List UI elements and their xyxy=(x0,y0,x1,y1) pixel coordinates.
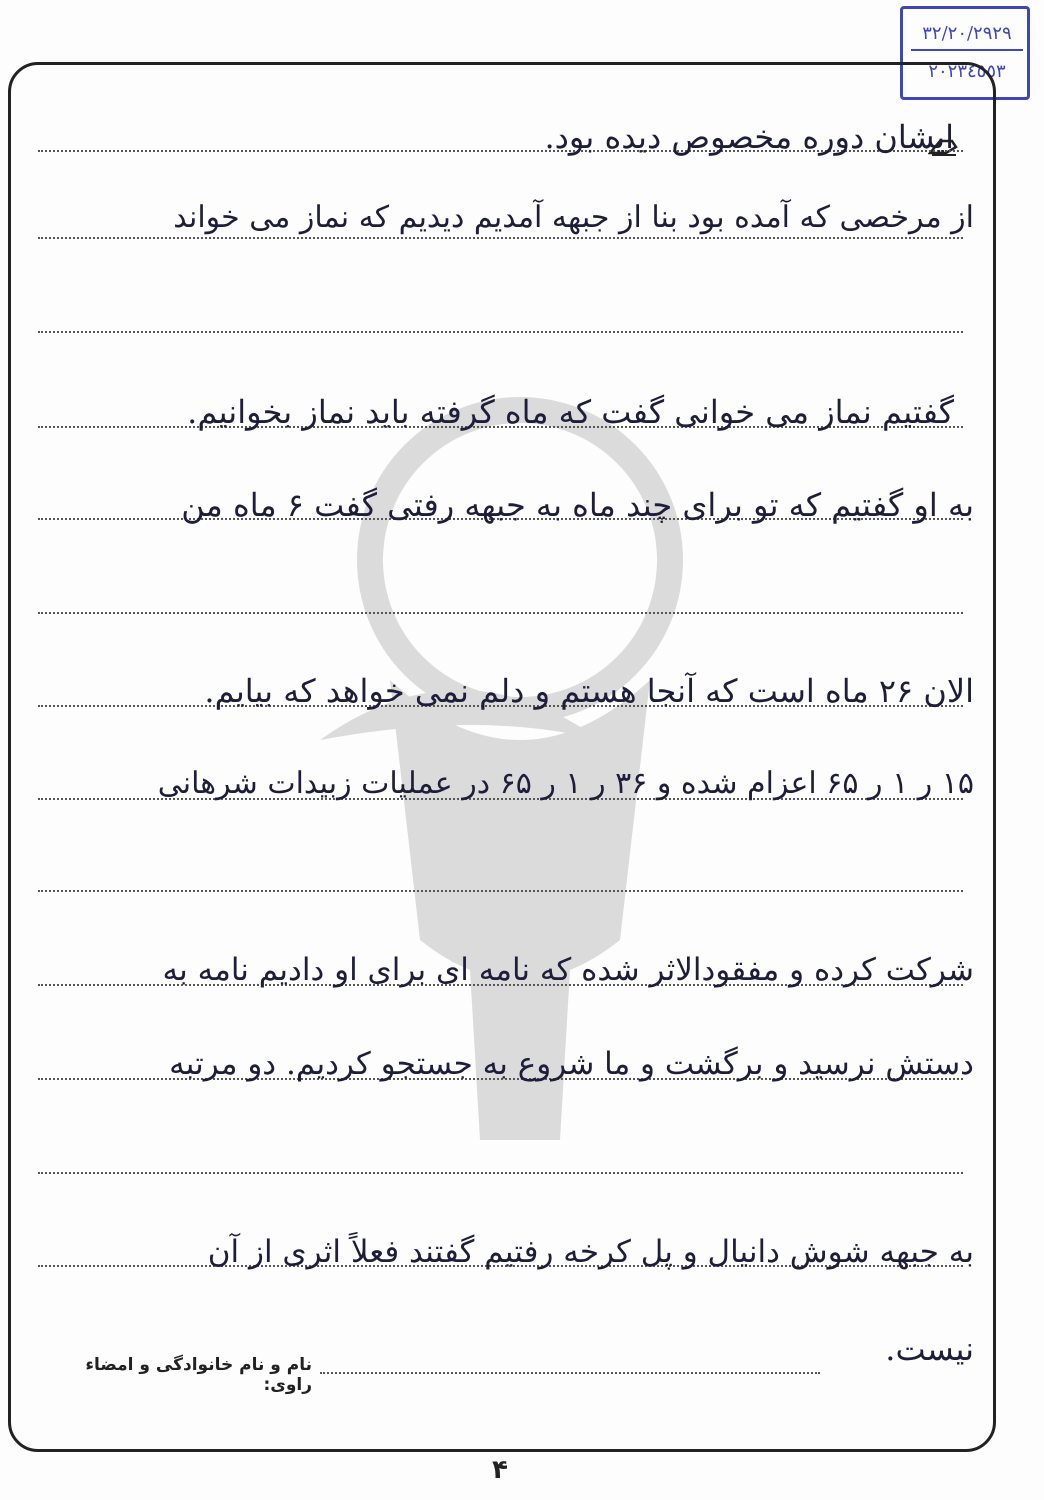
handwritten-line: به جبهه شوش دانیال و پل کرخه رفتیم گفتند فعلاً اثری از آن xyxy=(207,1234,974,1270)
handwritten-line: نیست. xyxy=(885,1330,974,1368)
handwritten-line: شرکت کرده و مفقودالاثر شده که نامه ای برای او دادیم نامه به xyxy=(162,952,974,988)
ruled-line xyxy=(38,612,963,614)
handwritten-line: به او گفتیم که تو برای چند ماه به جبهه رفتی گفت ۶ ماه من xyxy=(181,486,974,524)
handwritten-line: گفتیم نماز می خوانی گفت که ماه گرفته باید نماز بخوانیم. xyxy=(187,393,954,431)
handwritten-line: از مرخصی که آمده بود بنا از جبهه آمدیم دیدیم که نماز می خواند xyxy=(173,200,974,235)
handwritten-line: الان ۲۶ ماه است که آنجا هستم و دلم نمی خواهد که بیایم. xyxy=(204,672,974,710)
stamp-line-1: ٣٢/٢٠/٢٩٢٩ xyxy=(911,19,1023,51)
signature-label: نام و نام خانوادگی و امضاء راوی: xyxy=(85,1355,312,1395)
handwritten-line: دستش نرسید و برگشت و ما شروع به جستجو کردیم. دو مرتبه xyxy=(169,1046,974,1082)
ruled-line xyxy=(38,331,963,333)
stamp-line-2: ٢٠٢٣٤٥٥٣ xyxy=(928,61,1006,82)
ruled-line xyxy=(38,890,963,892)
handwritten-line: ایشان دوره مخصوص دیده بود. xyxy=(544,118,954,156)
ruled-line xyxy=(38,1172,963,1174)
ruled-line xyxy=(38,237,963,239)
signature-line xyxy=(320,1372,820,1374)
page-number: ۴ xyxy=(492,1455,508,1485)
handwritten-line: ۱۵ ر ۱ ر ۶۵ اعزام شده و ۳۶ ر ۱ ر ۶۵ در عملیات زبیدات شرهانی xyxy=(157,766,974,801)
